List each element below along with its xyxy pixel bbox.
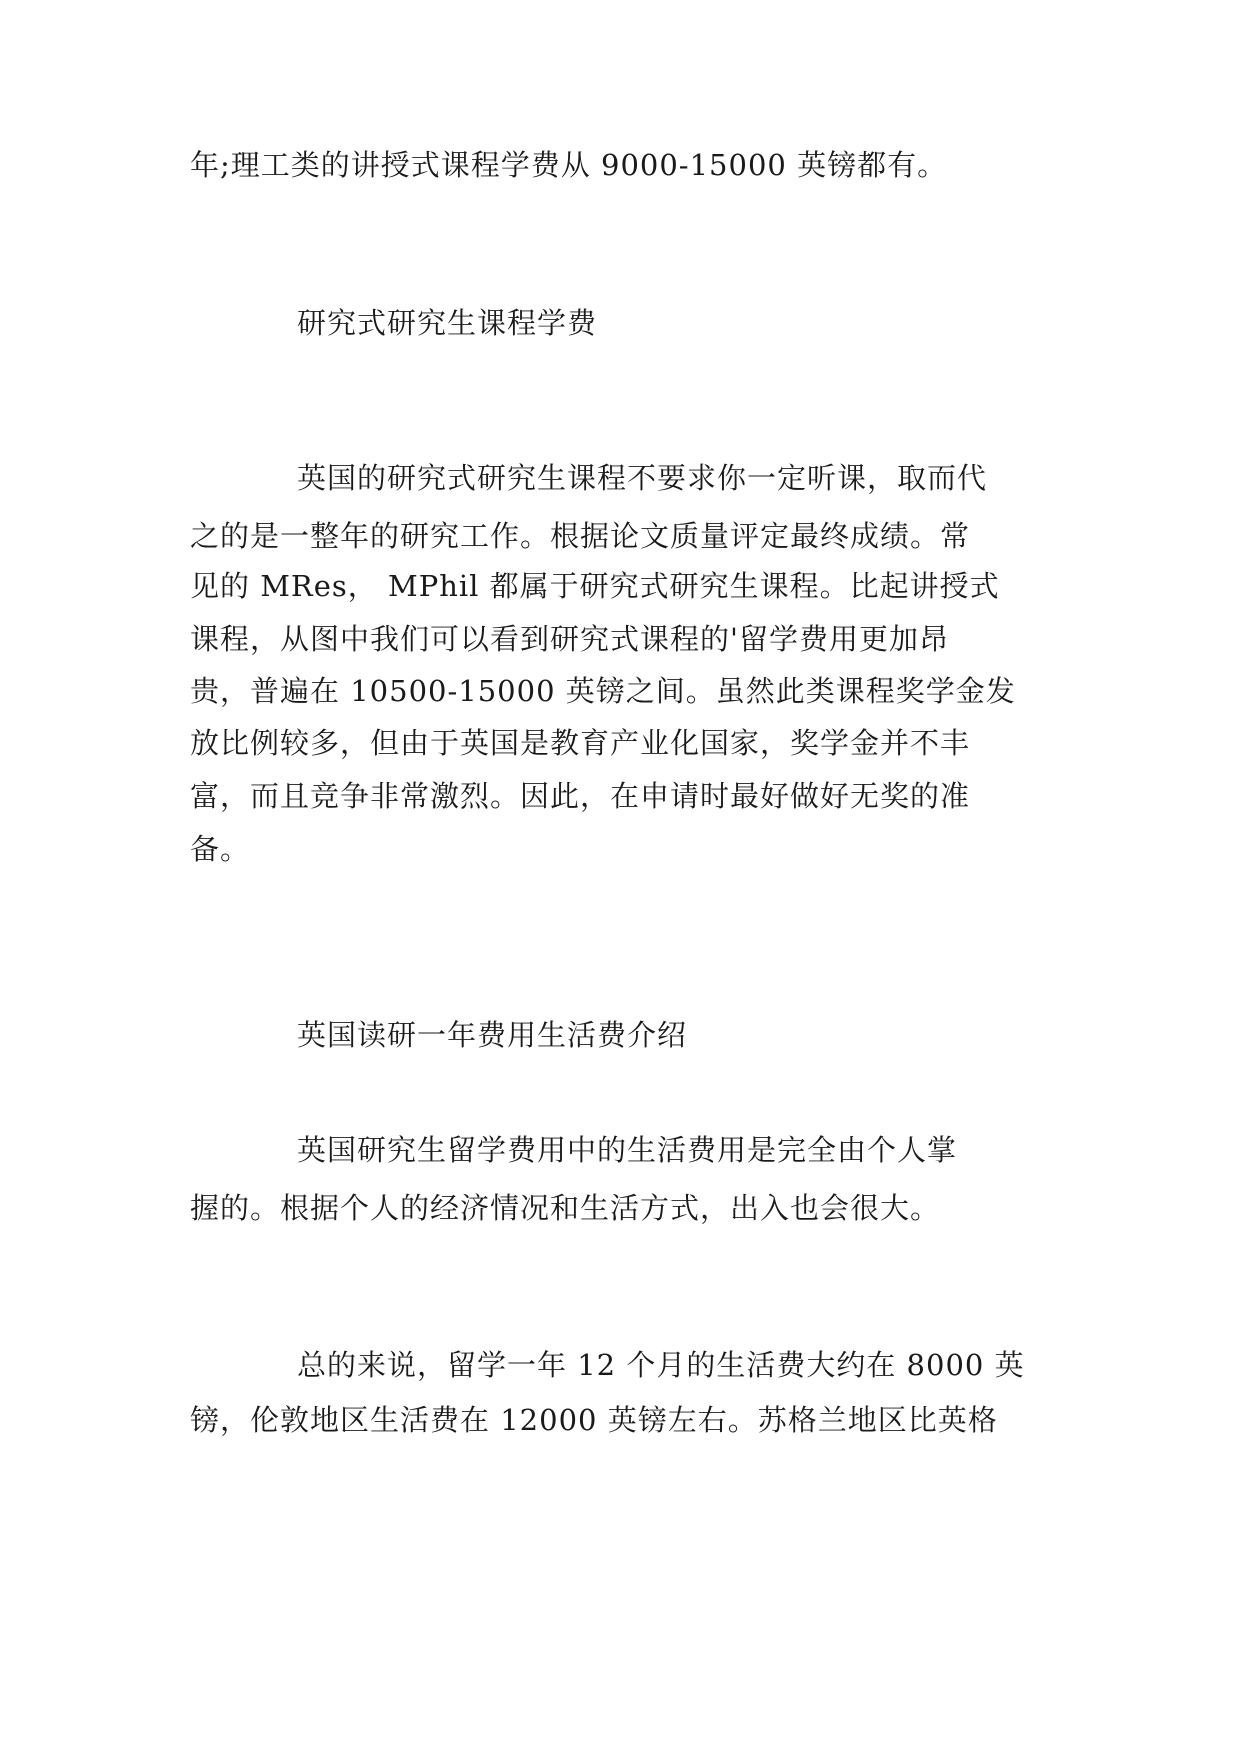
section-heading-research-fee: 研究式研究生课程学费 [297,306,598,340]
paragraph-research-line: 英国的研究式研究生课程不要求你一定听课，取而代 [297,461,988,495]
text-line-continuation: 年;理工类的讲授式课程学费从 9000-15000 英镑都有。 [190,148,948,182]
paragraph-living-line: 英国研究生留学费用中的生活费用是完全由个人掌 [297,1133,958,1167]
paragraph-living-summary-line: 总的来说，留学一年 12 个月的生活费大约在 8000 英 [297,1348,1025,1382]
paragraph-research-line: 贵，普遍在 10500-15000 英镑之间。虽然此类课程奖学金发 [190,674,1016,708]
paragraph-research-line: 放比例较多，但由于英国是教育产业化国家，奖学金并不丰 [190,726,971,760]
paragraph-research-line: 课程，从图中我们可以看到研究式课程的'留学费用更加昂 [190,622,949,656]
paragraph-living-line: 握的。根据个人的经济情况和生活方式，出入也会很大。 [190,1191,941,1225]
paragraph-research-line: 之的是一整年的研究工作。根据论文质量评定最终成绩。常 [190,519,971,553]
paragraph-research-line: 见的 MRes， MPhil 都属于研究式研究生课程。比起讲授式 [190,569,1000,603]
paragraph-living-summary-line: 镑，伦敦地区生活费在 12000 英镑左右。苏格兰地区比英格 [190,1403,998,1437]
paragraph-research-line: 富，而且竞争非常激烈。因此，在申请时最好做好无奖的准 [190,779,971,813]
paragraph-research-line: 备。 [190,832,251,866]
section-heading-living-cost: 英国读研一年费用生活费介绍 [297,1018,688,1052]
